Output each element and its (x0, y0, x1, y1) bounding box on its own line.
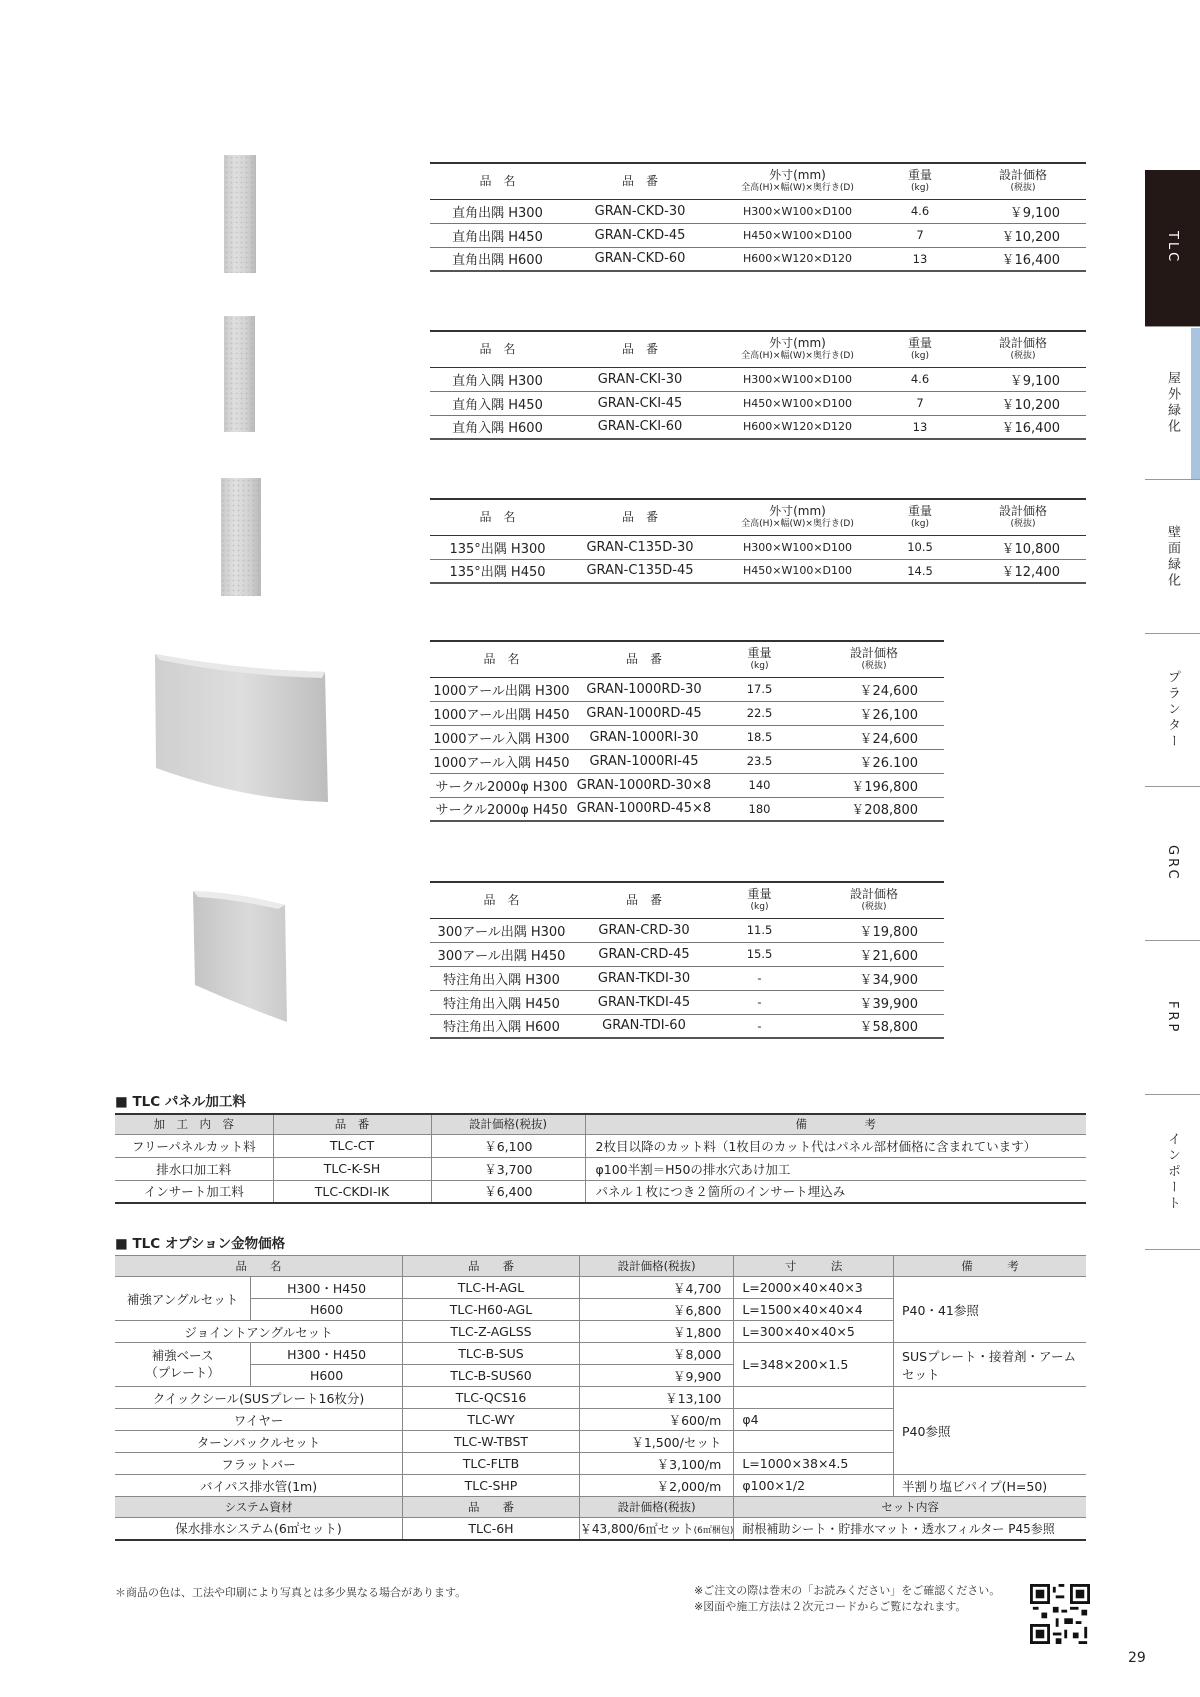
cell-code: GRAN-CKI-30 (565, 367, 715, 391)
cell-price: ￥16,400 (960, 415, 1086, 439)
col-weight: 重量 (kg) (880, 163, 960, 199)
col-system: システム資材 (115, 1497, 403, 1518)
cell-price: ￥2,000/m (579, 1475, 733, 1497)
table-row (430, 391, 1086, 415)
table-subheader (115, 1497, 1086, 1518)
table-row (430, 199, 1086, 223)
table-row (430, 749, 944, 773)
cell-name: 直角出隅 H450 (430, 223, 565, 247)
cell-price: ￥3,700 (431, 1157, 585, 1180)
product-image-135-corner (221, 478, 261, 596)
cell-size: L=2000×40×40×3 (734, 1277, 894, 1299)
cell-price: ￥26,100 (804, 701, 944, 725)
cell-price: ￥208,800 (804, 797, 944, 821)
col-size: 寸 法 (734, 1256, 894, 1277)
cell-price: ￥6,100 (431, 1134, 585, 1157)
cell-price: ￥34,900 (804, 966, 944, 990)
cell-weight: 7 (880, 223, 960, 247)
option-hardware-table (115, 1255, 1086, 1541)
cell-set-content: 耐根補助シート・貯排水マット・透水フィルター P45参照 (734, 1518, 1086, 1540)
cell-price: ￥43,800/6㎡セット(6㎡梱包) (579, 1518, 733, 1540)
product-table-corner-out (430, 162, 1086, 272)
cell-price: ￥6,400 (431, 1180, 585, 1203)
cell-code: GRAN-TDI-60 (573, 1014, 715, 1038)
cell-code: TLC-Z-AGLSS (403, 1321, 580, 1343)
col-name: 品 名 (430, 499, 565, 535)
cell-name: 135°出隅 H450 (430, 559, 565, 583)
cell-price: ￥26.100 (804, 749, 944, 773)
cell-name: 特注角出入隅 H450 (430, 990, 573, 1014)
tab-planter[interactable]: プランター (1145, 634, 1200, 787)
cell-name: 補強アングルセット (115, 1277, 251, 1321)
table-row (430, 918, 944, 942)
col-price: 設計価格 (税抜) (960, 331, 1086, 367)
cell-code: GRAN-CKD-60 (565, 247, 715, 271)
cell-weight: 10.5 (880, 535, 960, 559)
cell-weight: 7 (880, 391, 960, 415)
cell-name: 300アール出隅 H450 (430, 942, 573, 966)
cell-name: ターンバックルセット (115, 1431, 403, 1453)
cell-weight: 17.5 (715, 677, 804, 701)
col-code: 品 番 (565, 163, 715, 199)
cell-code: TLC-B-SUS60 (403, 1365, 580, 1387)
col-code: 品 番 (403, 1497, 580, 1518)
cell-code: TLC-SHP (403, 1475, 580, 1497)
cell-weight: 11.5 (715, 918, 804, 942)
col-name: 品 名 (430, 641, 573, 677)
cell-name: 補強ベース （プレート） (115, 1343, 251, 1387)
cell-dim: H300×W100×D100 (715, 535, 880, 559)
cell-code: TLC-FLTB (403, 1453, 580, 1475)
cell-price: ￥10,800 (960, 535, 1086, 559)
cell-code: TLC-CKDI-IK (273, 1180, 431, 1203)
cell-name: 1000アール入隅 H300 (430, 725, 573, 749)
panel-processing-title: ■ TLC パネル加工料 (115, 1094, 246, 1110)
col-price: 設計価格 (税抜) (804, 641, 944, 677)
table-row (430, 966, 944, 990)
cell-name: サークル2000φ H450 (430, 797, 573, 821)
cell-code: GRAN-1000RD-45 (573, 701, 715, 725)
cell-code: GRAN-CKI-45 (565, 391, 715, 415)
cell-price: ￥196,800 (804, 773, 944, 797)
cell-size (734, 1387, 894, 1409)
cell-weight: - (715, 1014, 804, 1038)
col-weight: 重量 (kg) (880, 499, 960, 535)
col-code: 品 番 (273, 1114, 431, 1134)
tab-frp[interactable]: FRP (1145, 941, 1200, 1095)
cell-dim: H600×W120×D120 (715, 247, 880, 271)
tab-wall-greening[interactable]: 壁面緑化 (1145, 480, 1200, 634)
cell-price: ￥19,800 (804, 918, 944, 942)
table-row (430, 942, 944, 966)
col-dim: 外寸(mm) 全高(H)×幅(W)×奥行き(D) (715, 331, 880, 367)
cell-code: GRAN-CRD-30 (573, 918, 715, 942)
col-process: 加 工 内 容 (115, 1114, 273, 1134)
col-note: 備 考 (894, 1256, 1086, 1277)
qr-note: ※図面や施工方法は２次元コードからご覧になれます。 (694, 1600, 967, 1613)
cell-sub: H600 (251, 1299, 403, 1321)
cell-weight: 4.6 (880, 199, 960, 223)
cell-price: ￥1,800 (579, 1321, 733, 1343)
cell-size: φ100×1/2 (734, 1475, 894, 1497)
cell-name: フラットバー (115, 1453, 403, 1475)
cell-weight: 15.5 (715, 942, 804, 966)
cell-price: ￥10,200 (960, 223, 1086, 247)
cell-code: TLC-B-SUS (403, 1343, 580, 1365)
cell-name: 300アール出隅 H300 (430, 918, 573, 942)
table-row (430, 559, 1086, 583)
cell-dim: H450×W100×D100 (715, 559, 880, 583)
cell-size: L=1500×40×40×4 (734, 1299, 894, 1321)
product-image-corner-out (224, 155, 256, 273)
cell-price: ￥24,600 (804, 677, 944, 701)
cell-price: ￥58,800 (804, 1014, 944, 1038)
cell-name: サークル2000φ H300 (430, 773, 573, 797)
cell-weight: 13 (880, 415, 960, 439)
cell-code: GRAN-CKI-60 (565, 415, 715, 439)
cell-code: TLC-H-AGL (403, 1277, 580, 1299)
cell-price: ￥600/m (579, 1409, 733, 1431)
cell-note: 2枚目以降のカット料（1枚目のカット代はパネル部材価格に含まれています） (585, 1134, 1086, 1157)
cell-price: ￥10,200 (960, 391, 1086, 415)
table-row (430, 223, 1086, 247)
cell-code: GRAN-TKDI-30 (573, 966, 715, 990)
cell-price: ￥8,000 (579, 1343, 733, 1365)
cell-dim: H450×W100×D100 (715, 391, 880, 415)
cell-price: ￥24,600 (804, 725, 944, 749)
product-image-1000r-curve (150, 650, 330, 805)
col-name: 品 名 (115, 1256, 403, 1277)
table-row (115, 1387, 1086, 1409)
col-price: 設計価格 (税抜) (960, 163, 1086, 199)
cell-name: 直角入隅 H300 (430, 367, 565, 391)
cell-size: L=1000×38×4.5 (734, 1453, 894, 1475)
col-price: 設計価格(税抜) (431, 1114, 585, 1134)
cell-name: 直角出隅 H300 (430, 199, 565, 223)
cell-name: ジョイントアングルセット (115, 1321, 403, 1343)
cell-price: ￥1,500/セット (579, 1431, 733, 1453)
cell-name: 1000アール出隅 H450 (430, 701, 573, 725)
col-name: 品 名 (430, 882, 573, 918)
cell-code: GRAN-C135D-45 (565, 559, 715, 583)
cell-weight: 180 (715, 797, 804, 821)
cell-code: TLC-CT (273, 1134, 431, 1157)
cell-code: TLC-H60-AGL (403, 1299, 580, 1321)
table-row (430, 990, 944, 1014)
cell-price: ￥9,100 (960, 199, 1086, 223)
col-set-content: セット内容 (734, 1497, 1086, 1518)
col-dim: 外寸(mm) 全高(H)×幅(W)×奥行き(D) (715, 499, 880, 535)
cell-code: TLC-W-TBST (403, 1431, 580, 1453)
col-code: 品 番 (565, 331, 715, 367)
table-row (115, 1277, 1086, 1299)
cell-weight: - (715, 966, 804, 990)
table-row (430, 677, 944, 701)
cell-price: ￥3,100/m (579, 1453, 733, 1475)
cell-code: TLC-QCS16 (403, 1387, 580, 1409)
table-row (115, 1134, 1086, 1157)
cell-weight: 13 (880, 247, 960, 271)
col-code: 品 番 (573, 882, 715, 918)
cell-price: ￥9,100 (960, 367, 1086, 391)
cell-size: L=300×40×40×5 (734, 1321, 894, 1343)
col-code: 品 番 (573, 641, 715, 677)
col-code: 品 番 (403, 1256, 580, 1277)
product-table-300r (430, 881, 944, 1039)
cell-name: 特注角出入隅 H300 (430, 966, 573, 990)
table-row (115, 1518, 1086, 1540)
cell-code: GRAN-CKD-30 (565, 199, 715, 223)
cell-name: 排水口加工料 (115, 1157, 273, 1180)
col-dim: 外寸(mm) 全高(H)×幅(W)×奥行き(D) (715, 163, 880, 199)
col-price: 設計価格(税抜) (579, 1497, 733, 1518)
table-row (115, 1180, 1086, 1203)
cell-code: GRAN-1000RD-30×8 (573, 773, 715, 797)
cell-weight: 18.5 (715, 725, 804, 749)
cell-note: P40・41参照 (894, 1277, 1086, 1343)
color-note: ＊商品の色は、工法や印刷により写真とは多少異なる場合があります。 (115, 1586, 467, 1599)
cell-code: GRAN-TKDI-45 (573, 990, 715, 1014)
cell-note: パネル１枚につき２箇所のインサート埋込み (585, 1180, 1086, 1203)
cell-name: フリーパネルカット料 (115, 1134, 273, 1157)
cell-weight: 23.5 (715, 749, 804, 773)
cell-price: ￥9,900 (579, 1365, 733, 1387)
cell-price: ￥13,100 (579, 1387, 733, 1409)
cell-size: φ4 (734, 1409, 894, 1431)
cell-code: GRAN-C135D-30 (565, 535, 715, 559)
product-image-corner-in (224, 316, 255, 432)
product-image-300r-curve (190, 887, 290, 1027)
cell-price: ￥39,900 (804, 990, 944, 1014)
cell-dim: H300×W100×D100 (715, 199, 880, 223)
col-weight: 重量 (kg) (715, 882, 804, 918)
product-table-1000r (430, 640, 944, 822)
cell-name: クイックシール(SUSプレート16枚分) (115, 1387, 403, 1409)
cell-name: 直角出隅 H600 (430, 247, 565, 271)
col-weight: 重量 (kg) (880, 331, 960, 367)
cell-code: TLC-6H (403, 1518, 580, 1540)
cell-code: GRAN-1000RD-45×8 (573, 797, 715, 821)
cell-name: 1000アール入隅 H450 (430, 749, 573, 773)
col-weight: 重量 (kg) (715, 641, 804, 677)
col-name: 品 名 (430, 163, 565, 199)
col-price: 設計価格(税抜) (579, 1256, 733, 1277)
cell-weight: 140 (715, 773, 804, 797)
table-row (115, 1343, 1086, 1365)
qr-code-icon[interactable] (1030, 1584, 1090, 1644)
product-table-135-corner (430, 498, 1086, 584)
tab-tlc[interactable]: TLC (1145, 170, 1200, 327)
cell-note: φ100半割＝H50の排水穴あけ加工 (585, 1157, 1086, 1180)
cell-sub: H300・H450 (251, 1277, 403, 1299)
cell-weight: 14.5 (880, 559, 960, 583)
product-table-corner-in (430, 330, 1086, 440)
cell-note: SUSプレート・接着剤・アームセット (894, 1343, 1086, 1387)
tab-grc[interactable]: GRC (1145, 787, 1200, 941)
cell-name: バイパス排水管(1m) (115, 1475, 403, 1497)
cell-size: L=348×200×1.5 (734, 1343, 894, 1387)
table-row (115, 1157, 1086, 1180)
cell-sub: H300・H450 (251, 1343, 403, 1365)
table-row (430, 797, 944, 821)
option-hardware-title: ■ TLC オプション金物価格 (115, 1236, 286, 1252)
cell-price: ￥4,700 (579, 1277, 733, 1299)
cell-name: 保水排水システム(6㎡セット) (115, 1518, 403, 1540)
table-row (115, 1475, 1086, 1497)
table-row (430, 1014, 944, 1038)
page-number: 29 (1128, 1650, 1146, 1666)
cell-name: 1000アール出隅 H300 (430, 677, 573, 701)
table-row (430, 701, 944, 725)
cell-name: 直角入隅 H450 (430, 391, 565, 415)
table-row (430, 725, 944, 749)
cell-name: 直角入隅 H600 (430, 415, 565, 439)
cell-note: P40参照 (894, 1387, 1086, 1475)
cell-dim: H300×W100×D100 (715, 367, 880, 391)
table-row (430, 247, 1086, 271)
cell-code: GRAN-1000RI-45 (573, 749, 715, 773)
tab-import[interactable]: インポート (1145, 1095, 1200, 1250)
cell-size (734, 1431, 894, 1453)
cell-weight: - (715, 990, 804, 1014)
cell-name: インサート加工料 (115, 1180, 273, 1203)
cell-price: ￥6,800 (579, 1299, 733, 1321)
cell-name: 135°出隅 H300 (430, 535, 565, 559)
col-name: 品 名 (430, 331, 565, 367)
cell-code: GRAN-1000RD-30 (573, 677, 715, 701)
table-row (430, 535, 1086, 559)
cell-price: ￥12,400 (960, 559, 1086, 583)
cell-name: ワイヤー (115, 1409, 403, 1431)
col-price: 設計価格 (税抜) (960, 499, 1086, 535)
cell-weight: 22.5 (715, 701, 804, 725)
cell-code: TLC-K-SH (273, 1157, 431, 1180)
col-code: 品 番 (565, 499, 715, 535)
cell-weight: 4.6 (880, 367, 960, 391)
cell-code: GRAN-CRD-45 (573, 942, 715, 966)
cell-name: 特注角出入隅 H600 (430, 1014, 573, 1038)
table-row (430, 367, 1086, 391)
cell-price: ￥21,600 (804, 942, 944, 966)
cell-code: GRAN-CKD-45 (565, 223, 715, 247)
cell-dim: H600×W120×D120 (715, 415, 880, 439)
cell-code: TLC-WY (403, 1409, 580, 1431)
panel-processing-table (115, 1113, 1086, 1204)
cell-sub: H600 (251, 1365, 403, 1387)
cell-dim: H450×W100×D100 (715, 223, 880, 247)
tab-outdoor-greening[interactable]: 屋外緑化 (1145, 327, 1200, 480)
col-note: 備 考 (585, 1114, 1086, 1134)
cell-code: GRAN-1000RI-30 (573, 725, 715, 749)
order-note: ※ご注文の際は巻末の「お読みください」をご確認ください。 (694, 1584, 1001, 1597)
col-price: 設計価格 (税抜) (804, 882, 944, 918)
cell-price: ￥16,400 (960, 247, 1086, 271)
table-row (430, 415, 1086, 439)
cell-note: 半割り塩ビパイプ(H=50) (894, 1475, 1086, 1497)
table-row (430, 773, 944, 797)
